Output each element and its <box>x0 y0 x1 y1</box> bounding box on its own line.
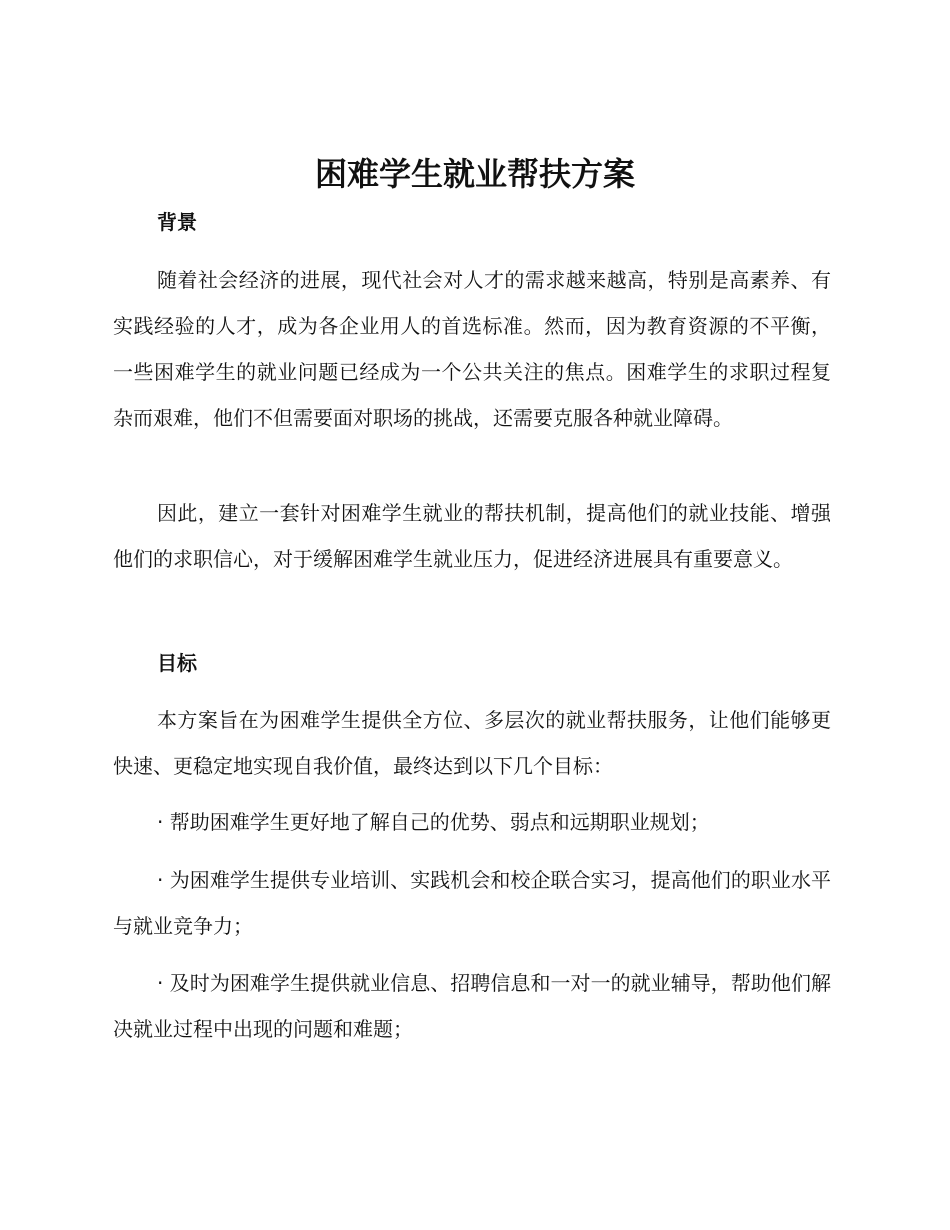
section-heading-goals: 目标 <box>157 651 197 675</box>
goal-bullet-item: · 及时为困难学生提供就业信息、招聘信息和一对一的就业辅导，帮助他们解决就业过程中出现的问题和难题； <box>113 971 831 1041</box>
goals-intro-paragraph: 本方案旨在为困难学生提供全方位、多层次的就业帮扶服务，让他们能够更快速、更稳定地实现自我价值，最终达到以下几个目标： <box>113 708 831 778</box>
background-paragraph-1: 随着社会经济的进展，现代社会对人才的需求越来越高，特别是高素养、有实践经验的人才，成为各企业用人的首选标准。然而，因为教育资源的不平衡，一些困难学生的就业问题已经成为一个公共关注的焦点。困难学生的求职过程复杂而艰难，他们不但需要面对职场的挑战，还需要克服各种就业障碍。 <box>113 268 831 430</box>
background-paragraph-2: 因此，建立一套针对困难学生就业的帮扶机制，提高他们的就业技能、增强他们的求职信心，对于缓解困难学生就业压力，促进经济进展具有重要意义。 <box>113 501 831 571</box>
document-title: 困难学生就业帮扶方案 <box>314 155 635 193</box>
goal-bullet-item: · 帮助困难学生更好地了解自己的优势、弱点和远期职业规划； <box>157 810 710 834</box>
section-heading-background: 背景 <box>157 210 197 234</box>
goal-bullet-item: · 为困难学生提供专业培训、实践机会和校企联合实习，提高他们的职业水平与就业竞争力； <box>113 868 831 938</box>
